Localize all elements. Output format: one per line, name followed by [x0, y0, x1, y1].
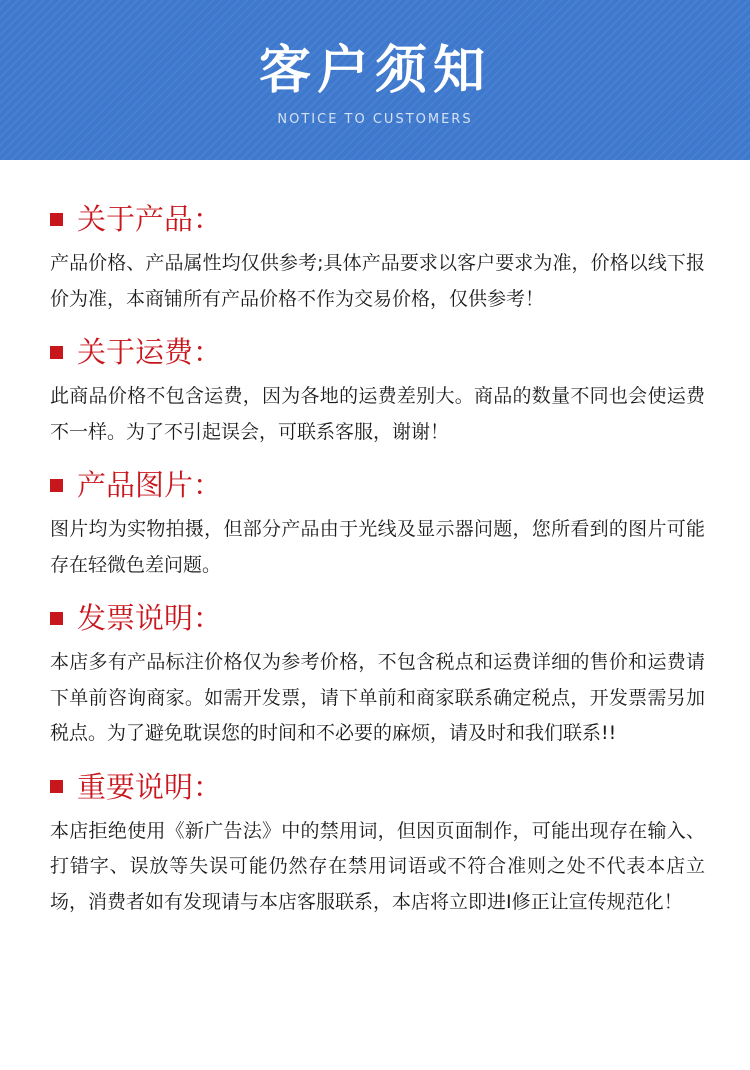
page-title: 客户须知: [258, 41, 491, 101]
section-body: 本店多有产品标注价格仅为参考价格，不包含税点和运费详细的售价和运费请下单前咨询商家。如需开发票，请下单前和商家联系确定税点，开发票需另加税点。为了避免耽误您的时间和不必要的麻烦，请及时和我们联系!!: [50, 651, 705, 744]
notice-content: [50, 196, 705, 932]
section-heading: [50, 764, 705, 810]
section-heading: [50, 595, 705, 641]
section-title: 关于运费：: [77, 335, 223, 369]
square-bullet-icon: [50, 479, 63, 492]
section-body: 此商品价格不包含运费，因为各地的运费差别大。商品的数量不同也会使运费不一样。为了不引起误会，可联系客服，谢谢！: [50, 385, 705, 443]
section-body: 图片均为实物拍摄，但部分产品由于光线及显示器问题，您所看到的图片可能存在轻微色差问题。: [50, 518, 705, 576]
section-title: 重要说明：: [77, 769, 223, 804]
section-important: [50, 764, 705, 921]
section-invoice: [50, 595, 705, 752]
section-heading: [50, 329, 705, 375]
section-title: 关于产品：: [77, 202, 223, 236]
section-heading: [50, 196, 705, 242]
square-bullet-icon: [50, 346, 63, 359]
page-subtitle: NOTICE TO CUSTOMERS: [277, 112, 473, 127]
square-bullet-icon: [50, 612, 63, 625]
square-bullet-icon: [50, 213, 63, 226]
section-title: 发票说明：: [77, 601, 223, 635]
header-banner: [0, 0, 750, 160]
section-about-shipping: [50, 329, 705, 450]
section-body: 本店拒绝使用《新广告法》中的禁用词，但因页面制作，可能出现存在输入、打错字、误放等失误可能仍然存在禁用词语或不符合准则之处不代表本店立场，消费者如有发现请与本店客服联系，本店将立即进I修正让宣传规范化！: [50, 819, 705, 913]
section-product-images: [50, 462, 705, 583]
section-body: 产品价格、产品属性均仅供参考;具体产品要求以客户要求为准，价格以线下报价为准，本商铺所有产品价格不作为交易价格，仅供参考！: [50, 252, 705, 310]
section-title: 产品图片：: [77, 468, 223, 502]
section-about-product: [50, 196, 705, 317]
square-bullet-icon: [50, 780, 63, 793]
section-heading: [50, 462, 705, 508]
